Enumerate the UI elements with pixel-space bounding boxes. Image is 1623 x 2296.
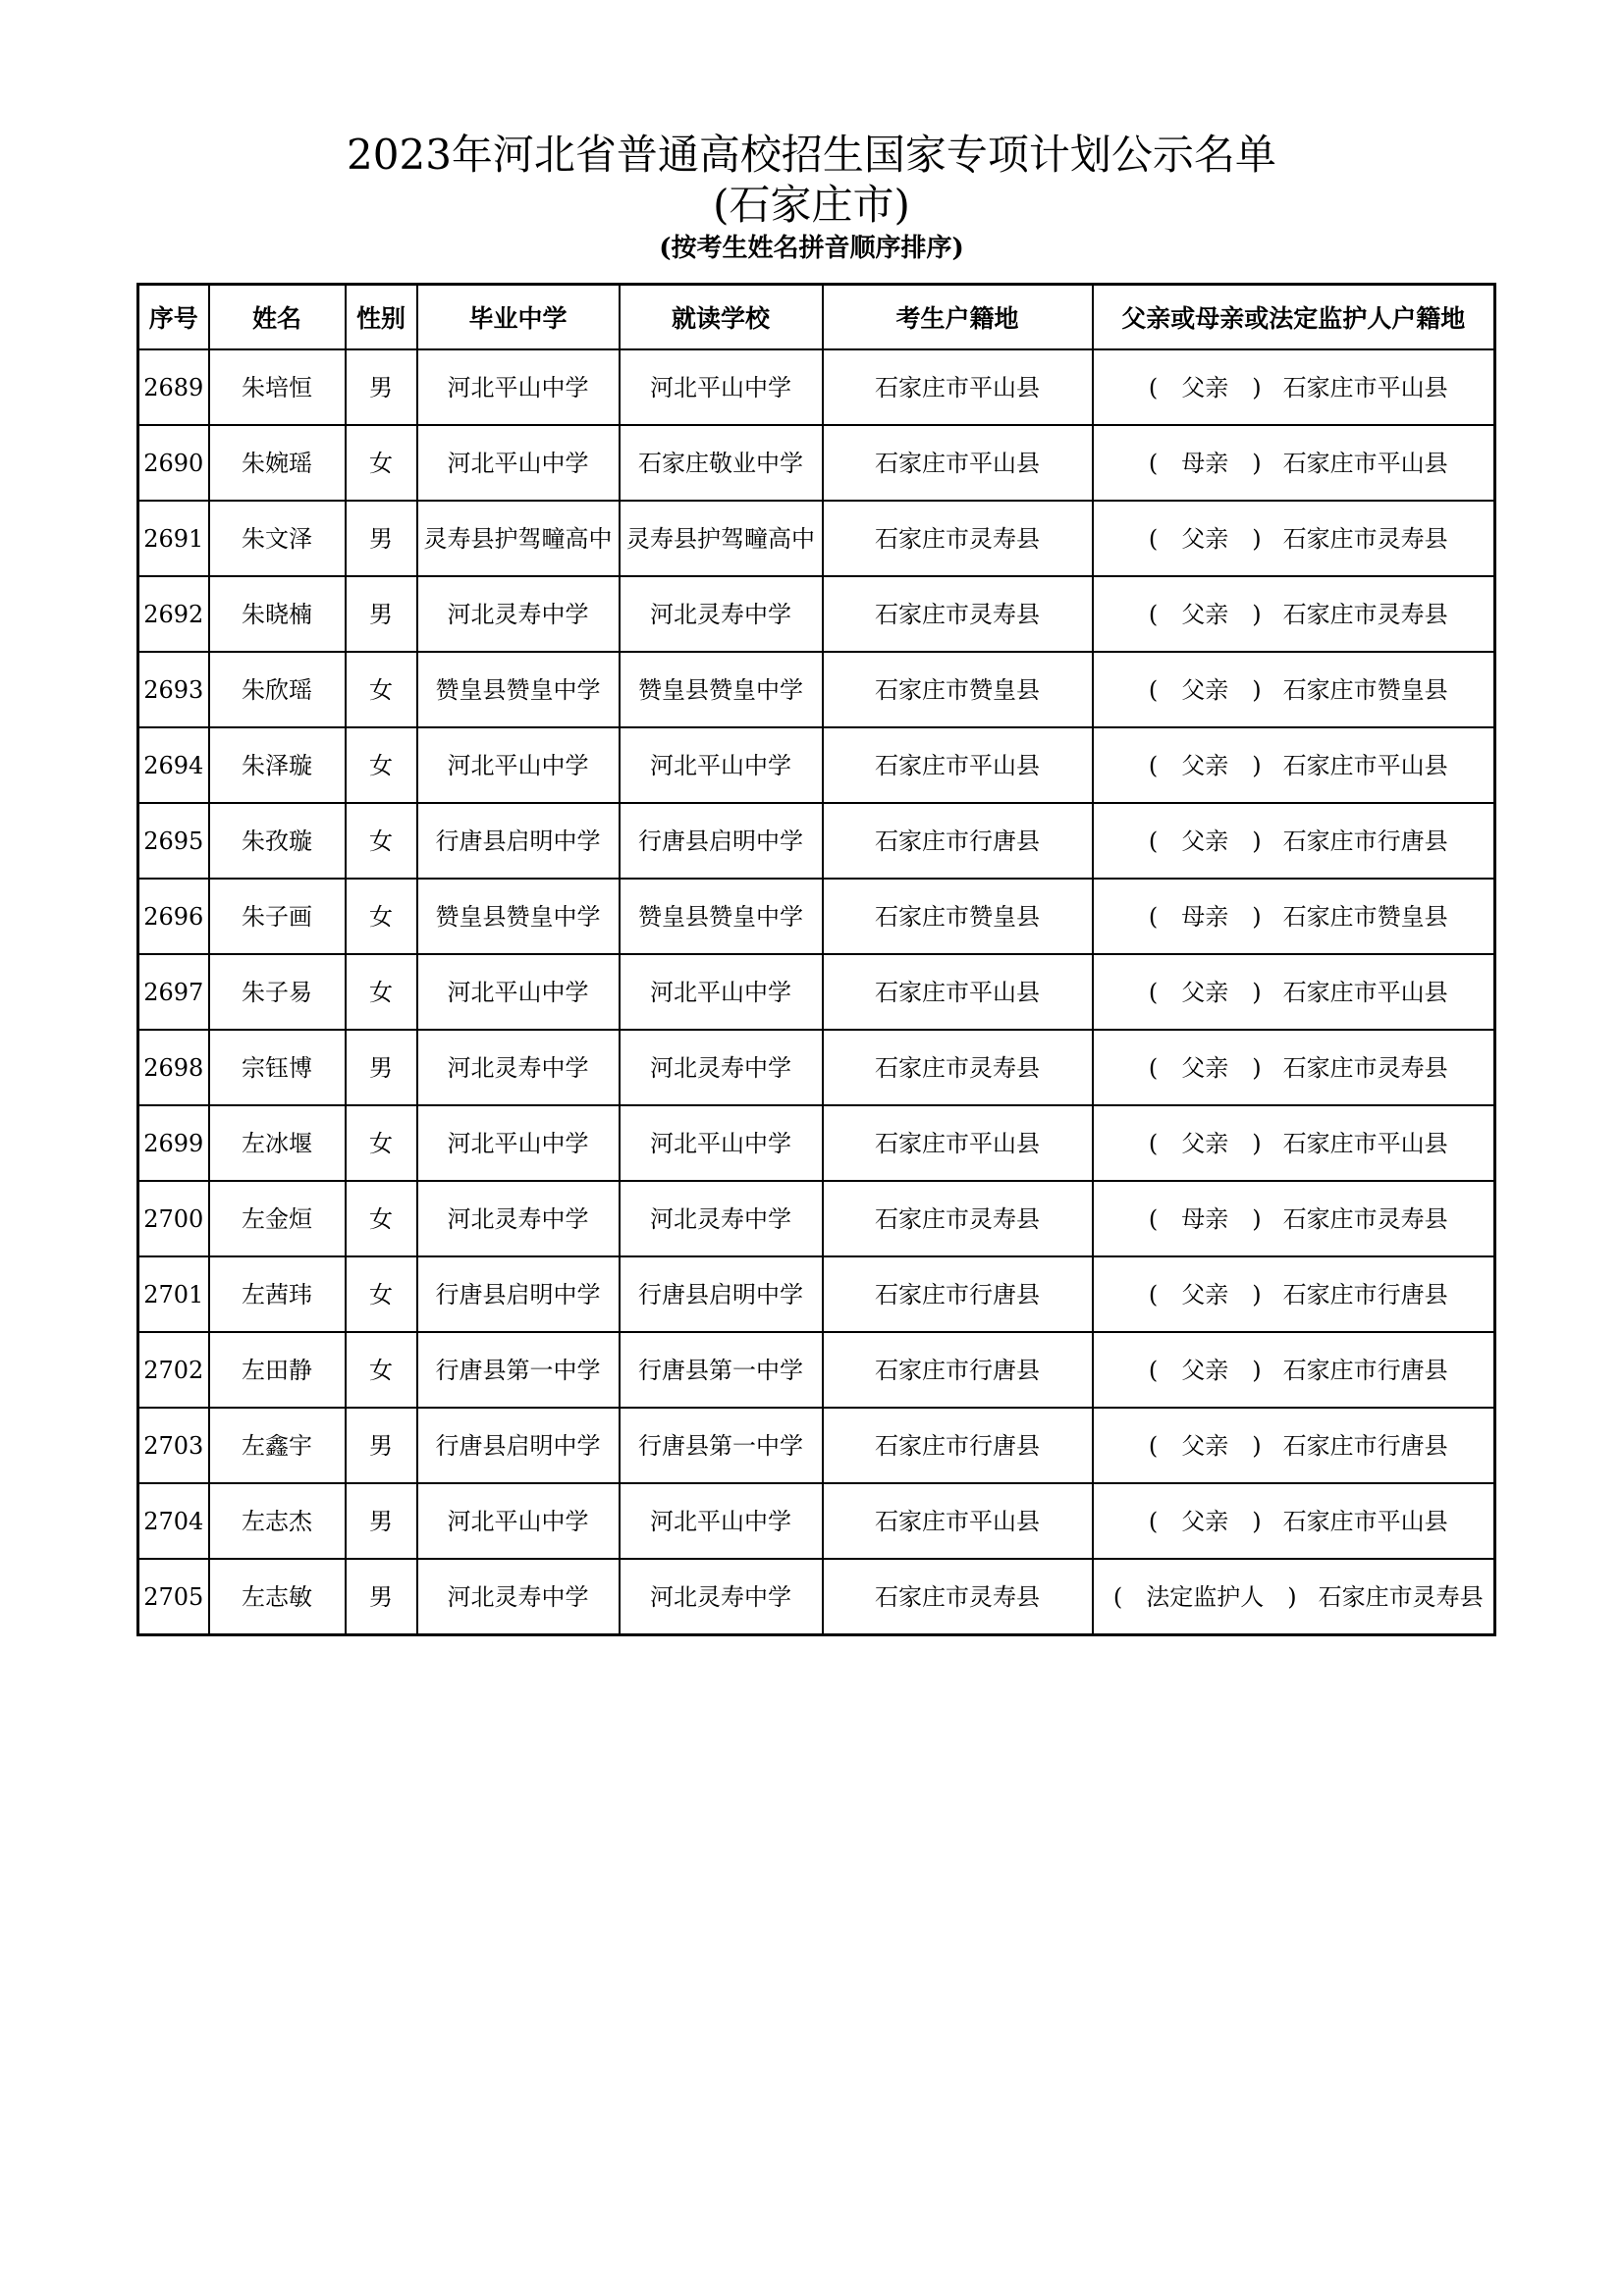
- cell-grad-school: 河北灵寿中学: [417, 1030, 620, 1105]
- cell-grad-school: 河北平山中学: [417, 954, 620, 1030]
- guardian-place: 石家庄市行唐县: [1282, 1356, 1448, 1384]
- cell-current-school: 赞皇县赞皇中学: [620, 652, 823, 727]
- cell-grad-school: 灵寿县护驾疃高中: [417, 501, 620, 576]
- cell-grad-school: 赞皇县赞皇中学: [417, 652, 620, 727]
- cell-grad-school: 河北平山中学: [417, 1483, 620, 1559]
- guardian-relation: 父亲: [1181, 978, 1229, 1006]
- cell-current-school: 石家庄敬业中学: [620, 425, 823, 501]
- open-paren: (: [1148, 524, 1159, 553]
- cell-gender: 女: [346, 727, 417, 803]
- cell-gender: 女: [346, 1181, 417, 1256]
- column-header-no: 序号: [138, 285, 209, 350]
- table-row: [138, 1030, 1495, 1105]
- cell-grad-school: 赞皇县赞皇中学: [417, 879, 620, 954]
- table-row: [138, 803, 1495, 879]
- cell-gender: 男: [346, 349, 417, 425]
- cell-number: 2695: [138, 803, 209, 879]
- cell-name: 左志敏: [209, 1559, 346, 1635]
- open-paren: (: [1148, 1280, 1159, 1308]
- open-paren: (: [1148, 1431, 1159, 1460]
- guardian-place: 石家庄市灵寿县: [1282, 1204, 1448, 1233]
- guardian-relation: 父亲: [1181, 600, 1229, 628]
- cell-number: 2689: [138, 349, 209, 425]
- table-row: [138, 727, 1495, 803]
- cell-gender: 女: [346, 954, 417, 1030]
- guardian-place: 石家庄市灵寿县: [1282, 1053, 1448, 1082]
- column-header-guardian-residence: 父亲或母亲或法定监护人户籍地: [1093, 285, 1495, 350]
- cell-grad-school: 河北平山中学: [417, 349, 620, 425]
- cell-gender: 女: [346, 1256, 417, 1332]
- cell-gender: 男: [346, 1408, 417, 1483]
- cell-gender: 男: [346, 1559, 417, 1635]
- cell-guardian-residence: [1093, 727, 1495, 803]
- guardian-relation: 父亲: [1181, 1280, 1229, 1308]
- guardian-relation: 法定监护人: [1146, 1582, 1265, 1611]
- guardian-relation: 母亲: [1181, 902, 1229, 931]
- cell-number: 2698: [138, 1030, 209, 1105]
- cell-grad-school: 河北平山中学: [417, 425, 620, 501]
- column-header-residence: 考生户籍地: [823, 285, 1093, 350]
- cell-gender: 男: [346, 1030, 417, 1105]
- open-paren: (: [1148, 978, 1159, 1006]
- cell-current-school: 行唐县启明中学: [620, 1256, 823, 1332]
- cell-residence: 石家庄市赞皇县: [823, 652, 1093, 727]
- guardian-relation: 父亲: [1181, 751, 1229, 779]
- cell-current-school: 河北灵寿中学: [620, 1030, 823, 1105]
- guardian-place: 石家庄市行唐县: [1282, 1431, 1448, 1460]
- cell-number: 2705: [138, 1559, 209, 1635]
- cell-name: 左金烜: [209, 1181, 346, 1256]
- cell-gender: 男: [346, 576, 417, 652]
- table-row: [138, 1483, 1495, 1559]
- close-paren: ): [1252, 1356, 1262, 1384]
- cell-guardian-residence: [1093, 803, 1495, 879]
- close-paren: ): [1252, 978, 1262, 1006]
- cell-name: 朱子画: [209, 879, 346, 954]
- cell-name: 左志杰: [209, 1483, 346, 1559]
- open-paren: (: [1148, 675, 1159, 704]
- cell-guardian-residence: [1093, 576, 1495, 652]
- cell-guardian-residence: [1093, 1559, 1495, 1635]
- guardian-relation: 母亲: [1181, 449, 1229, 477]
- open-paren: (: [1148, 600, 1159, 628]
- cell-grad-school: 行唐县第一中学: [417, 1332, 620, 1408]
- cell-grad-school: 河北平山中学: [417, 1105, 620, 1181]
- cell-name: 宗钰博: [209, 1030, 346, 1105]
- cell-grad-school: 行唐县启明中学: [417, 803, 620, 879]
- cell-current-school: 行唐县启明中学: [620, 803, 823, 879]
- cell-number: 2690: [138, 425, 209, 501]
- cell-current-school: 河北平山中学: [620, 727, 823, 803]
- cell-name: 朱婉瑶: [209, 425, 346, 501]
- cell-number: 2702: [138, 1332, 209, 1408]
- cell-number: 2692: [138, 576, 209, 652]
- cell-gender: 男: [346, 1483, 417, 1559]
- table-row: [138, 879, 1495, 954]
- close-paren: ): [1287, 1582, 1297, 1611]
- table-row: [138, 1105, 1495, 1181]
- cell-grad-school: 行唐县启明中学: [417, 1256, 620, 1332]
- cell-current-school: 河北平山中学: [620, 954, 823, 1030]
- cell-number: 2693: [138, 652, 209, 727]
- cell-name: 朱孜璇: [209, 803, 346, 879]
- cell-gender: 女: [346, 652, 417, 727]
- cell-gender: 女: [346, 425, 417, 501]
- cell-guardian-residence: [1093, 1483, 1495, 1559]
- close-paren: ): [1252, 1204, 1262, 1233]
- guardian-relation: 父亲: [1181, 1356, 1229, 1384]
- guardian-place: 石家庄市平山县: [1282, 978, 1448, 1006]
- cell-grad-school: 行唐县启明中学: [417, 1408, 620, 1483]
- cell-residence: 石家庄市平山县: [823, 1105, 1093, 1181]
- cell-current-school: 行唐县第一中学: [620, 1408, 823, 1483]
- cell-guardian-residence: [1093, 652, 1495, 727]
- cell-gender: 男: [346, 501, 417, 576]
- cell-current-school: 行唐县第一中学: [620, 1332, 823, 1408]
- guardian-place: 石家庄市平山县: [1282, 1507, 1448, 1535]
- cell-current-school: 河北平山中学: [620, 349, 823, 425]
- close-paren: ): [1252, 1431, 1262, 1460]
- sort-note: (按考生姓名拼音顺序排序): [659, 234, 964, 263]
- cell-number: 2699: [138, 1105, 209, 1181]
- cell-guardian-residence: [1093, 1105, 1495, 1181]
- cell-residence: 石家庄市平山县: [823, 954, 1093, 1030]
- table-row: [138, 1181, 1495, 1256]
- cell-current-school: 灵寿县护驾疃高中: [620, 501, 823, 576]
- table-row: [138, 425, 1495, 501]
- cell-current-school: 河北灵寿中学: [620, 576, 823, 652]
- guardian-relation: 父亲: [1181, 1053, 1229, 1082]
- cell-guardian-residence: [1093, 879, 1495, 954]
- cell-gender: 女: [346, 1105, 417, 1181]
- guardian-relation: 父亲: [1181, 1507, 1229, 1535]
- column-header-current-school: 就读学校: [620, 285, 823, 350]
- guardian-relation: 父亲: [1181, 524, 1229, 553]
- guardian-place: 石家庄市行唐县: [1282, 1280, 1448, 1308]
- cell-name: 左鑫宇: [209, 1408, 346, 1483]
- cell-current-school: 河北平山中学: [620, 1483, 823, 1559]
- cell-number: 2704: [138, 1483, 209, 1559]
- guardian-place: 石家庄市赞皇县: [1282, 902, 1448, 931]
- close-paren: ): [1252, 449, 1262, 477]
- open-paren: (: [1148, 902, 1159, 931]
- table-row: [138, 652, 1495, 727]
- cell-current-school: 赞皇县赞皇中学: [620, 879, 823, 954]
- cell-residence: 石家庄市灵寿县: [823, 1181, 1093, 1256]
- cell-number: 2700: [138, 1181, 209, 1256]
- table-row: [138, 954, 1495, 1030]
- close-paren: ): [1252, 1129, 1262, 1157]
- column-header-gender: 性别: [346, 285, 417, 350]
- table-row: [138, 1559, 1495, 1635]
- open-paren: (: [1148, 751, 1159, 779]
- cell-guardian-residence: [1093, 349, 1495, 425]
- close-paren: ): [1252, 524, 1262, 553]
- guardian-relation: 父亲: [1181, 675, 1229, 704]
- close-paren: ): [1252, 751, 1262, 779]
- guardian-relation: 父亲: [1181, 373, 1229, 401]
- cell-guardian-residence: [1093, 1256, 1495, 1332]
- open-paren: (: [1148, 373, 1159, 401]
- close-paren: ): [1252, 827, 1262, 855]
- open-paren: (: [1148, 1204, 1159, 1233]
- cell-residence: 石家庄市灵寿县: [823, 1030, 1093, 1105]
- cell-name: 左茜玮: [209, 1256, 346, 1332]
- table-row: [138, 1408, 1495, 1483]
- close-paren: ): [1252, 600, 1262, 628]
- guardian-relation: 母亲: [1181, 1204, 1229, 1233]
- cell-residence: 石家庄市平山县: [823, 349, 1093, 425]
- guardian-place: 石家庄市平山县: [1282, 373, 1448, 401]
- cell-residence: 石家庄市平山县: [823, 727, 1093, 803]
- cell-residence: 石家庄市行唐县: [823, 803, 1093, 879]
- table-row: [138, 501, 1495, 576]
- cell-guardian-residence: [1093, 1030, 1495, 1105]
- column-header-grad-school: 毕业中学: [417, 285, 620, 350]
- cell-number: 2694: [138, 727, 209, 803]
- close-paren: ): [1252, 1053, 1262, 1082]
- cell-residence: 石家庄市行唐县: [823, 1332, 1093, 1408]
- cell-number: 2703: [138, 1408, 209, 1483]
- cell-guardian-residence: [1093, 954, 1495, 1030]
- cell-current-school: 河北平山中学: [620, 1105, 823, 1181]
- cell-residence: 石家庄市行唐县: [823, 1256, 1093, 1332]
- table-header-row: [138, 285, 1495, 350]
- roster-table: [136, 283, 1496, 1636]
- cell-guardian-residence: [1093, 1181, 1495, 1256]
- cell-name: 朱子易: [209, 954, 346, 1030]
- guardian-place: 石家庄市灵寿县: [1318, 1582, 1484, 1611]
- open-paren: (: [1148, 1507, 1159, 1535]
- table-row: [138, 349, 1495, 425]
- cell-guardian-residence: [1093, 1408, 1495, 1483]
- cell-number: 2696: [138, 879, 209, 954]
- close-paren: ): [1252, 902, 1262, 931]
- open-paren: (: [1148, 449, 1159, 477]
- guardian-place: 石家庄市平山县: [1282, 1129, 1448, 1157]
- cell-number: 2691: [138, 501, 209, 576]
- page-title: 2023年河北省普通高校招生国家专项计划公示名单: [347, 131, 1276, 179]
- table-row: [138, 1256, 1495, 1332]
- guardian-place: 石家庄市行唐县: [1282, 827, 1448, 855]
- table-row: [138, 576, 1495, 652]
- cell-gender: 女: [346, 1332, 417, 1408]
- guardian-place: 石家庄市灵寿县: [1282, 524, 1448, 553]
- cell-current-school: 河北灵寿中学: [620, 1181, 823, 1256]
- cell-name: 朱欣瑶: [209, 652, 346, 727]
- table-row: [138, 1332, 1495, 1408]
- cell-name: 朱文泽: [209, 501, 346, 576]
- cell-residence: 石家庄市平山县: [823, 1483, 1093, 1559]
- cell-residence: 石家庄市平山县: [823, 425, 1093, 501]
- cell-grad-school: 河北灵寿中学: [417, 576, 620, 652]
- cell-residence: 石家庄市灵寿县: [823, 501, 1093, 576]
- cell-grad-school: 河北平山中学: [417, 727, 620, 803]
- cell-name: 朱晓楠: [209, 576, 346, 652]
- cell-residence: 石家庄市赞皇县: [823, 879, 1093, 954]
- cell-name: 朱泽璇: [209, 727, 346, 803]
- cell-name: 左田静: [209, 1332, 346, 1408]
- cell-name: 左冰堰: [209, 1105, 346, 1181]
- cell-grad-school: 河北灵寿中学: [417, 1559, 620, 1635]
- guardian-place: 石家庄市灵寿县: [1282, 600, 1448, 628]
- cell-number: 2701: [138, 1256, 209, 1332]
- open-paren: (: [1148, 1356, 1159, 1384]
- cell-guardian-residence: [1093, 1332, 1495, 1408]
- guardian-relation: 父亲: [1181, 827, 1229, 855]
- table-body: [138, 349, 1495, 1635]
- close-paren: ): [1252, 675, 1262, 704]
- page-subtitle: (石家庄市): [713, 181, 910, 229]
- cell-residence: 石家庄市灵寿县: [823, 576, 1093, 652]
- guardian-place: 石家庄市平山县: [1282, 751, 1448, 779]
- cell-guardian-residence: [1093, 501, 1495, 576]
- cell-current-school: 河北灵寿中学: [620, 1559, 823, 1635]
- close-paren: ): [1252, 1507, 1262, 1535]
- open-paren: (: [1148, 1053, 1159, 1082]
- cell-number: 2697: [138, 954, 209, 1030]
- open-paren: (: [1148, 827, 1159, 855]
- cell-guardian-residence: [1093, 425, 1495, 501]
- cell-gender: 女: [346, 803, 417, 879]
- close-paren: ): [1252, 373, 1262, 401]
- cell-residence: 石家庄市灵寿县: [823, 1559, 1093, 1635]
- close-paren: ): [1252, 1280, 1262, 1308]
- guardian-relation: 父亲: [1181, 1431, 1229, 1460]
- open-paren: (: [1148, 1129, 1159, 1157]
- cell-grad-school: 河北灵寿中学: [417, 1181, 620, 1256]
- guardian-place: 石家庄市赞皇县: [1282, 675, 1448, 704]
- guardian-place: 石家庄市平山县: [1282, 449, 1448, 477]
- guardian-relation: 父亲: [1181, 1129, 1229, 1157]
- cell-name: 朱培恒: [209, 349, 346, 425]
- open-paren: (: [1112, 1582, 1123, 1611]
- column-header-name: 姓名: [209, 285, 346, 350]
- cell-residence: 石家庄市行唐县: [823, 1408, 1093, 1483]
- cell-gender: 女: [346, 879, 417, 954]
